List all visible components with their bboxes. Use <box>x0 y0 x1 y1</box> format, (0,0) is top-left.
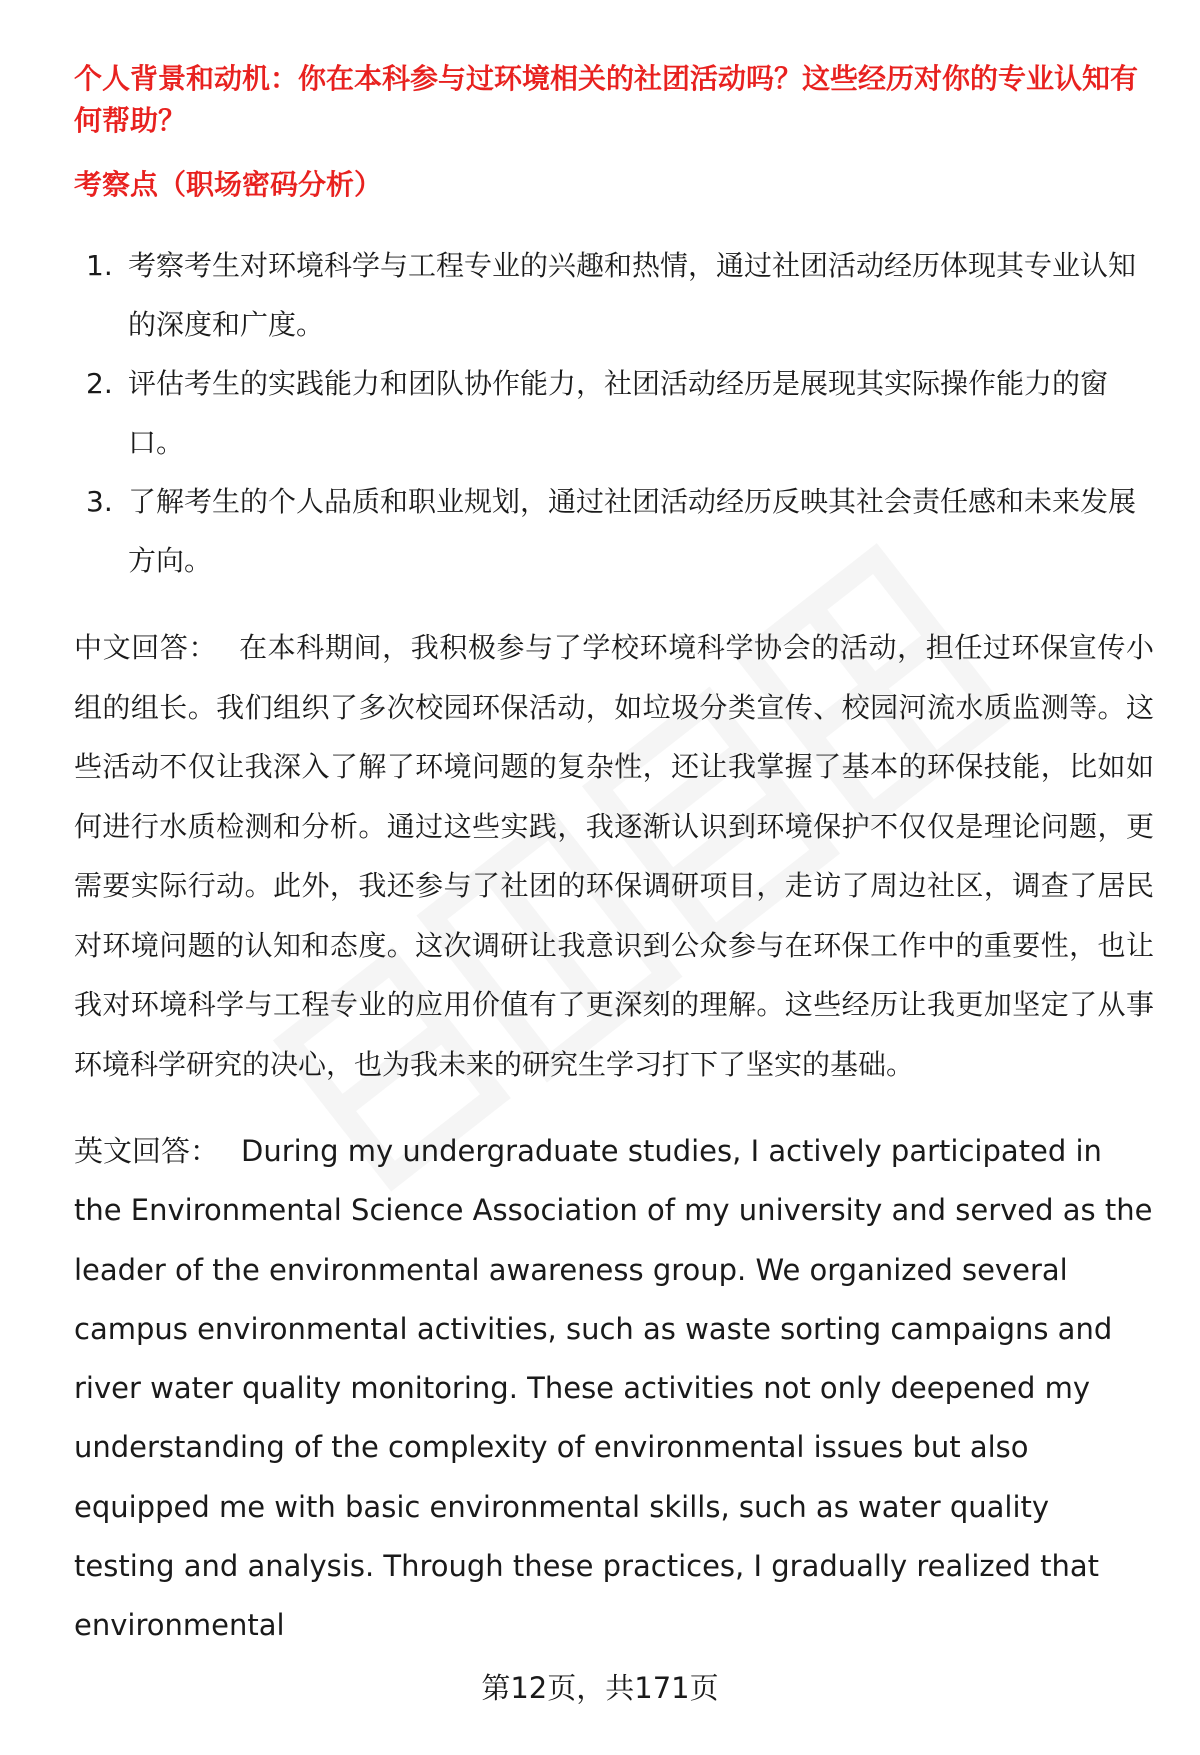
analysis-points-list <box>74 236 1154 590</box>
list-number: 1. <box>86 249 113 282</box>
chinese-answer <box>74 618 1154 1094</box>
chinese-answer-text: 在本科期间，我积极参与了学校环境科学协会的活动，担任过环保宣传小组的组长。我们组织了多次校园环保活动，如垃圾分类宣传、校园河流水质监测等。这些活动不仅让我深入了解了环境问题的复杂性，还让我掌握了基本的环保技能，比如如何进行水质检测和分析。通过这些实践，我逐渐认识到环境保护不仅仅是理论问题，更需要实际行动。此外，我还参与了社团的环保调研项目，走访了周边社区，调查了居民对环境问题的认知和态度。这次调研让我意识到公众参与在环保工作中的重要性，也让我对环境科学与工程专业的应用价值有了更深刻的理解。这些经历让我更加坚定了从事环境科学研究的决心，也为我未来的研究生学习打下了坚实的基础。 <box>74 631 1154 1081</box>
chinese-answer-label: 中文回答： <box>74 631 218 664</box>
main-content <box>74 58 1154 1656</box>
list-text: 考察考生对环境科学与工程专业的兴趣和热情，通过社团活动经历体现其专业认知的深度和广度。 <box>128 249 1137 341</box>
question-heading: 个人背景和动机：你在本科参与过环境相关的社团活动吗？这些经历对你的专业认知有何帮助？ <box>74 62 1139 137</box>
english-answer-text: During my undergraduate studies, I actively participated in the Environmental Science Association of my university and served as the leader of the environmental awareness group. We organized several campus environmental activities, such as waste sorting campaigns and river water quality monitoring. These activities not only deepened my understanding of the complexity of environmental issues but also equipped me with basic environmental skills, such as water quality testing and analysis. Through these practices, I gradually realized that environmental <box>74 1134 1153 1643</box>
list-text: 评估考生的实践能力和团队协作能力，社团活动经历是展现其实际操作能力的窗口。 <box>128 367 1109 459</box>
list-item <box>74 354 1154 472</box>
list-number: 2. <box>86 367 113 400</box>
list-number: 3. <box>86 485 113 518</box>
section-title: 考察点（职场密码分析） <box>74 168 383 201</box>
page-footer: 第12页，共171页 <box>481 1671 719 1705</box>
english-answer <box>74 1122 1154 1656</box>
english-answer-label: 英文回答： <box>74 1134 220 1168</box>
list-item <box>74 236 1154 354</box>
list-item <box>74 472 1154 590</box>
list-text: 了解考生的个人品质和职业规划，通过社团活动经历反映其社会责任感和未来发展方向。 <box>128 485 1137 577</box>
